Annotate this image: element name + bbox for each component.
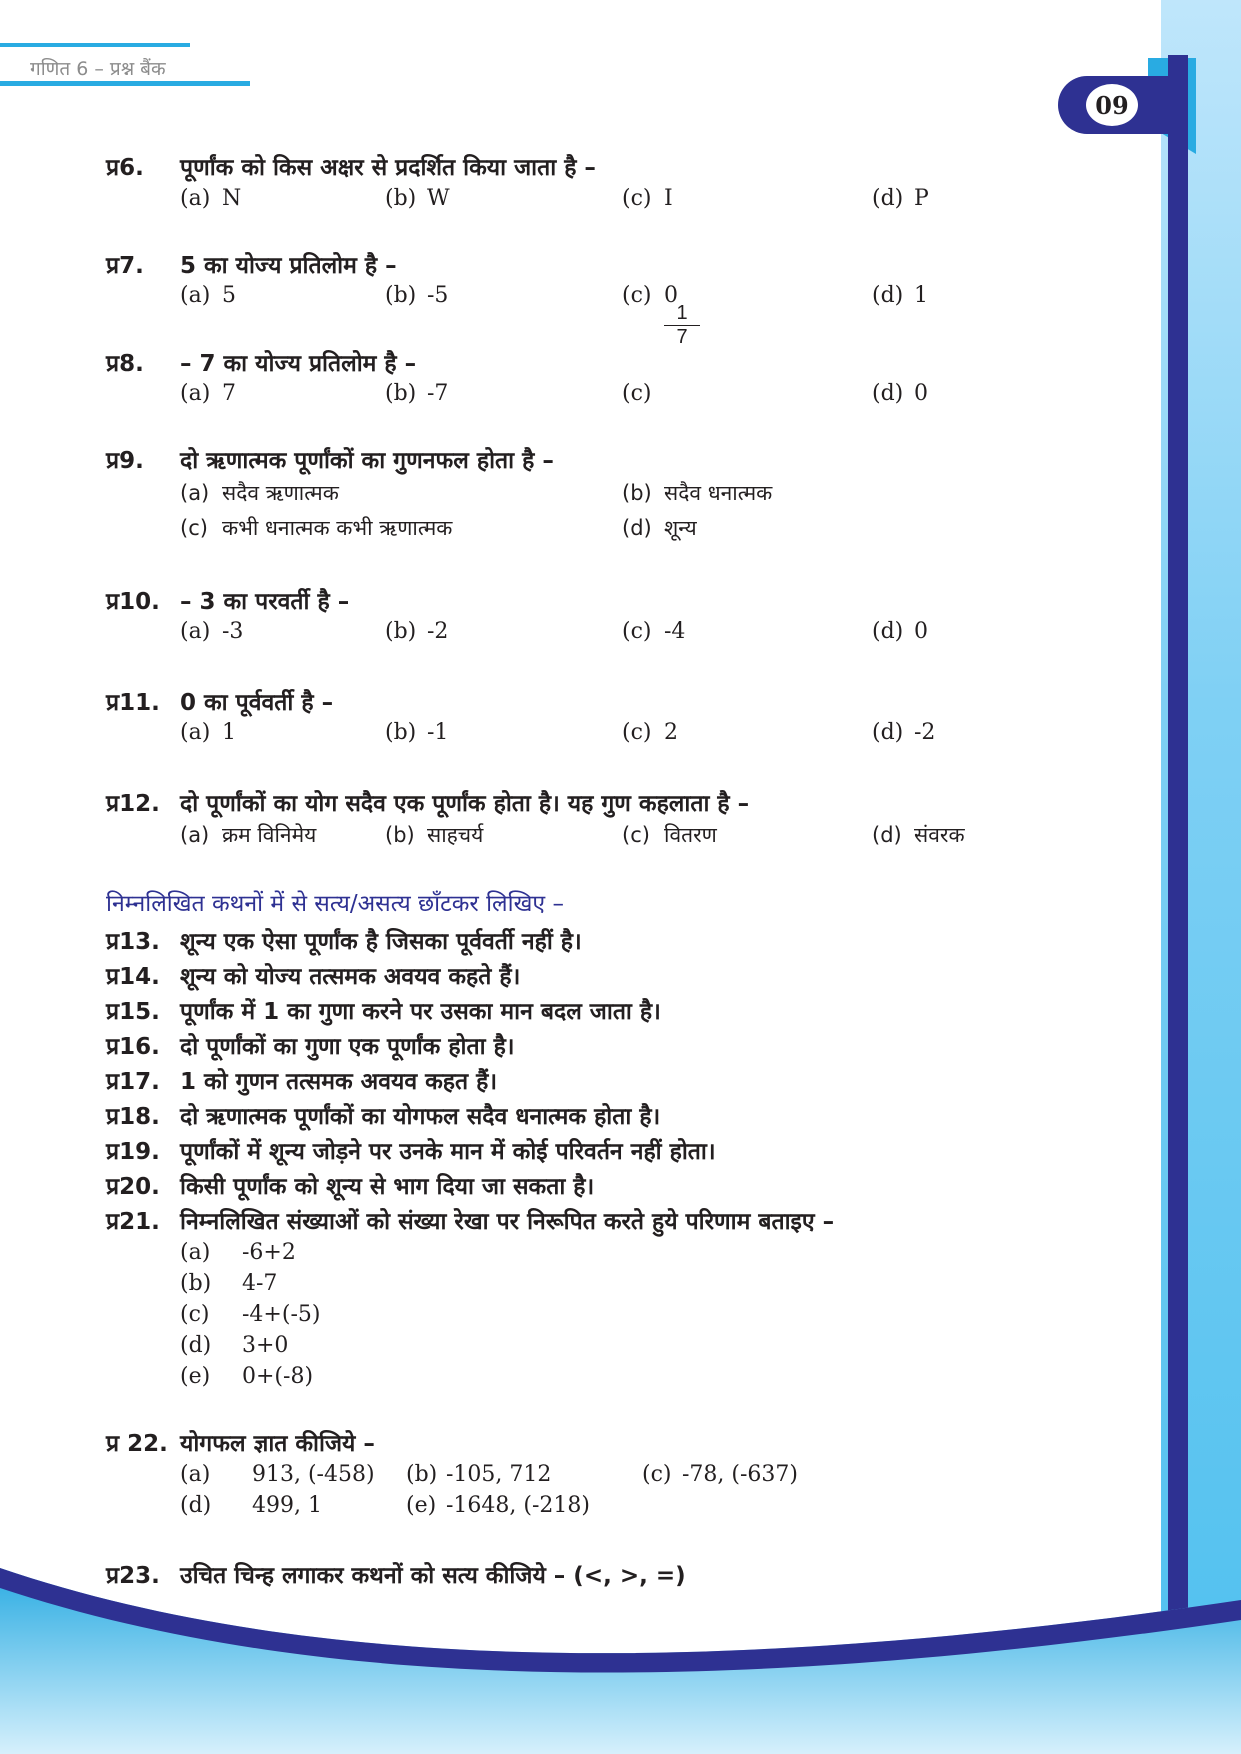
question-number: प्र7. [106,253,144,279]
statement-text: दो पूर्णांकों का गुणा एक पूर्णांक होता है। [180,1034,515,1060]
option-a: (a) 5 [180,283,236,308]
statement-text: 1 को गुणन तत्समक अवयव कहत हैं। [180,1069,498,1095]
statement-text: दो ऋणात्मक पूर्णांकों का योगफल सदैव धनात्मक होता है। [180,1104,661,1130]
question-number: प्र21. [106,1209,160,1235]
option-c: (c) 2 [622,720,678,745]
fraction-one-seventh [664,302,700,349]
option-a: (a) 7 [180,381,236,406]
question-text: 5 का योज्य प्रतिलोम है – [180,253,397,279]
q21-item-c: (c) -4+(-5) [180,1302,321,1327]
option-c: (c) वितरण [622,823,717,847]
option-d: (d) P [872,186,929,211]
option-c: (c) I [622,186,673,211]
q21-item-a: (a) -6+2 [180,1240,296,1265]
option-d: (d) -2 [872,720,936,745]
option-a: (a) क्रम विनिमेय [180,823,317,847]
option-a: (a) सदैव ऋणात्मक [180,481,339,505]
question-number: प्र 22. [106,1431,168,1457]
q22-item-e: (e) -1648, (-218) [406,1493,590,1518]
option-c: (c) 0 [622,283,678,308]
question-text: पूर्णांक को किस अक्षर से प्रदर्शित किया जाता है – [180,155,596,181]
question-number: प्र20. [106,1174,160,1200]
bottom-wave-decoration [0,1560,1241,1754]
header-rule-bottom [0,81,250,86]
option-b: (b) सदैव धनात्मक [622,481,773,505]
option-b: (b) साहचर्य [385,823,484,847]
option-a: (a) -3 [180,619,244,644]
header-rule-top [0,43,190,47]
option-d: (d) संवरक [872,823,965,847]
question-text: – 7 का योज्य प्रतिलोम है – [180,351,417,377]
q22-item-d: (d) 499, 1 [180,1493,322,1518]
question-text: – 3 का परवर्ती है – [180,589,350,615]
question-number: प्र10. [106,589,160,615]
q22-item-a: (a) 913, (-458) [180,1462,375,1487]
question-number: प्र8. [106,351,144,377]
statement-text: पूर्णांकों में शून्य जोड़ने पर उनके मान में कोई परिवर्तन नहीं होता। [180,1139,716,1165]
question-number: प्र15. [106,999,160,1025]
question-number: प्र13. [106,929,160,955]
question-number: प्र11. [106,690,160,716]
statement-text: किसी पूर्णांक को शून्य से भाग दिया जा सकता है। [180,1174,595,1200]
right-vertical-bar [1168,55,1188,1625]
option-d: (d) 0 [872,381,928,406]
option-d: (d) 1 [872,283,928,308]
question-number: प्र19. [106,1139,160,1165]
option-b: (b) -1 [385,720,449,745]
option-d: (d) 0 [872,619,928,644]
question-number: प्र16. [106,1034,160,1060]
option-c: (c) -4 [622,619,686,644]
statement-text: पूर्णांक में 1 का गुणा करने पर उसका मान बदल जाता है। [180,999,661,1025]
question-number: प्र12. [106,791,160,817]
question-number: प्र18. [106,1104,160,1130]
option-c: (c) [622,381,652,406]
option-b: (b) W [385,186,450,211]
statement-text: शून्य को योज्य तत्समक अवयव कहते हैं। [180,964,521,990]
option-b: (b) -5 [385,283,449,308]
option-d: (d) शून्य [622,516,697,540]
question-number: प्र6. [106,155,144,181]
section-heading: निम्नलिखित कथनों में से सत्य/असत्य छाँटकर लिखिए – [106,891,564,917]
statement-text: निम्नलिखित संख्याओं को संख्या रेखा पर निरूपित करते हुये परिणाम बताइए – [180,1209,835,1235]
q22-item-b: (b) -105, 712 [406,1462,552,1487]
question-text: 0 का पूर्ववर्ती है – [180,690,334,716]
header-title: गणित 6 – प्रश्न बैंक [30,58,166,80]
question-text: दो ऋणात्मक पूर्णांकों का गुणनफल होता है – [180,448,554,474]
q21-item-e: (e) 0+(-8) [180,1364,314,1389]
fraction-numerator: 1 [664,302,700,326]
question-text: दो पूर्णांकों का योग सदैव एक पूर्णांक होता है। यह गुण कहलाता है – [180,791,750,817]
question-text: उचित चिन्ह लगाकर कथनों को सत्य कीजिये – (<, >, =) [180,1563,686,1589]
option-a: (a) N [180,186,242,211]
q22-item-c: (c) -78, (-637) [642,1462,799,1487]
question-text: योगफल ज्ञात कीजिये – [180,1431,375,1457]
q21-item-b: (b) 4-7 [180,1271,278,1296]
q21-item-d: (d) 3+0 [180,1333,289,1358]
question-number: प्र14. [106,964,160,990]
page-number: 09 [1086,84,1138,126]
option-c: (c) कभी धनात्मक कभी ऋणात्मक [180,516,453,540]
option-b: (b) -7 [385,381,449,406]
option-b: (b) -2 [385,619,449,644]
question-number: प्र23. [106,1563,160,1589]
question-number: प्र9. [106,448,144,474]
option-a: (a) 1 [180,720,236,745]
statement-text: शून्य एक ऐसा पूर्णांक है जिसका पूर्ववर्ती नहीं है। [180,929,582,955]
question-number: प्र17. [106,1069,160,1095]
fraction-denominator: 7 [676,326,688,348]
